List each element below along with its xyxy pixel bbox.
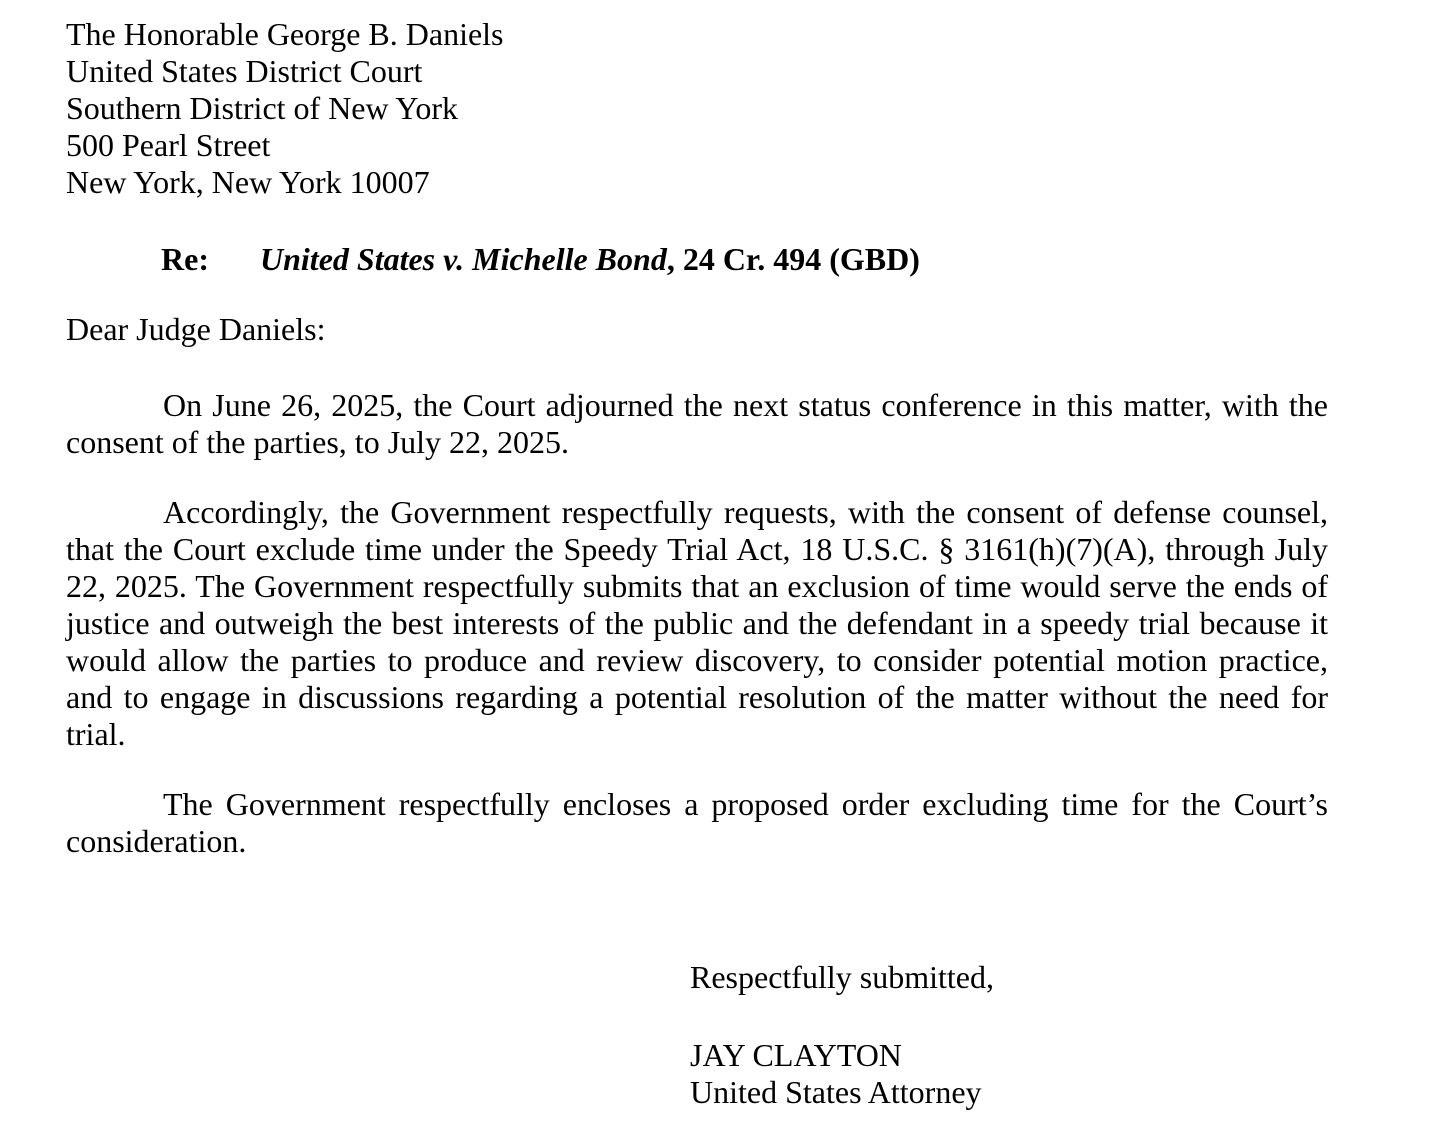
address-line: 500 Pearl Street [66,127,271,163]
re-line [66,241,1328,278]
address-line: The Honorable George B. Daniels [66,16,504,52]
signer-title: United States Attorney [690,1074,982,1110]
letter-content [66,16,1328,1111]
closing-block [690,959,1328,996]
signer-name: JAY CLAYTON [690,1037,902,1073]
re-label: Re: [161,241,209,277]
case-name: United States v. Michelle Bond [260,241,667,277]
valediction: Respectfully submitted, [690,959,994,995]
salutation: Dear Judge Daniels: [66,311,326,347]
address-line: Southern District of New York [66,90,458,126]
address-line: New York, New York 10007 [66,164,430,200]
body-paragraph-2: Accordingly, the Government respectfully requests, with the consent of defense counsel, that the Court exclude time under the Speedy Trial Act, 18 U.S.C. § 3161(h)(7)(A), through July 22, 2025. The Government respectfully submits that an exclusion of time would serve the ends of justice and outweigh the best interests of the public and the defendant in a speedy trial because it would allow the parties to produce and review discovery, to consider potential motion practice, and to engage in discussions regarding a potential resolution of the matter without the need for trial. [66,494,1328,752]
recipient-address [66,16,1328,201]
case-number: , 24 Cr. 494 (GBD) [666,241,920,277]
address-line: United States District Court [66,53,423,89]
body-paragraph-1: On June 26, 2025, the Court adjourned the next status conference in this matter, with the consent of the parties, to July 22, 2025. [66,387,1328,460]
body-paragraph-3: The Government respectfully encloses a proposed order excluding time for the Court’s consideration. [66,786,1328,859]
signature-block [690,1037,1328,1111]
